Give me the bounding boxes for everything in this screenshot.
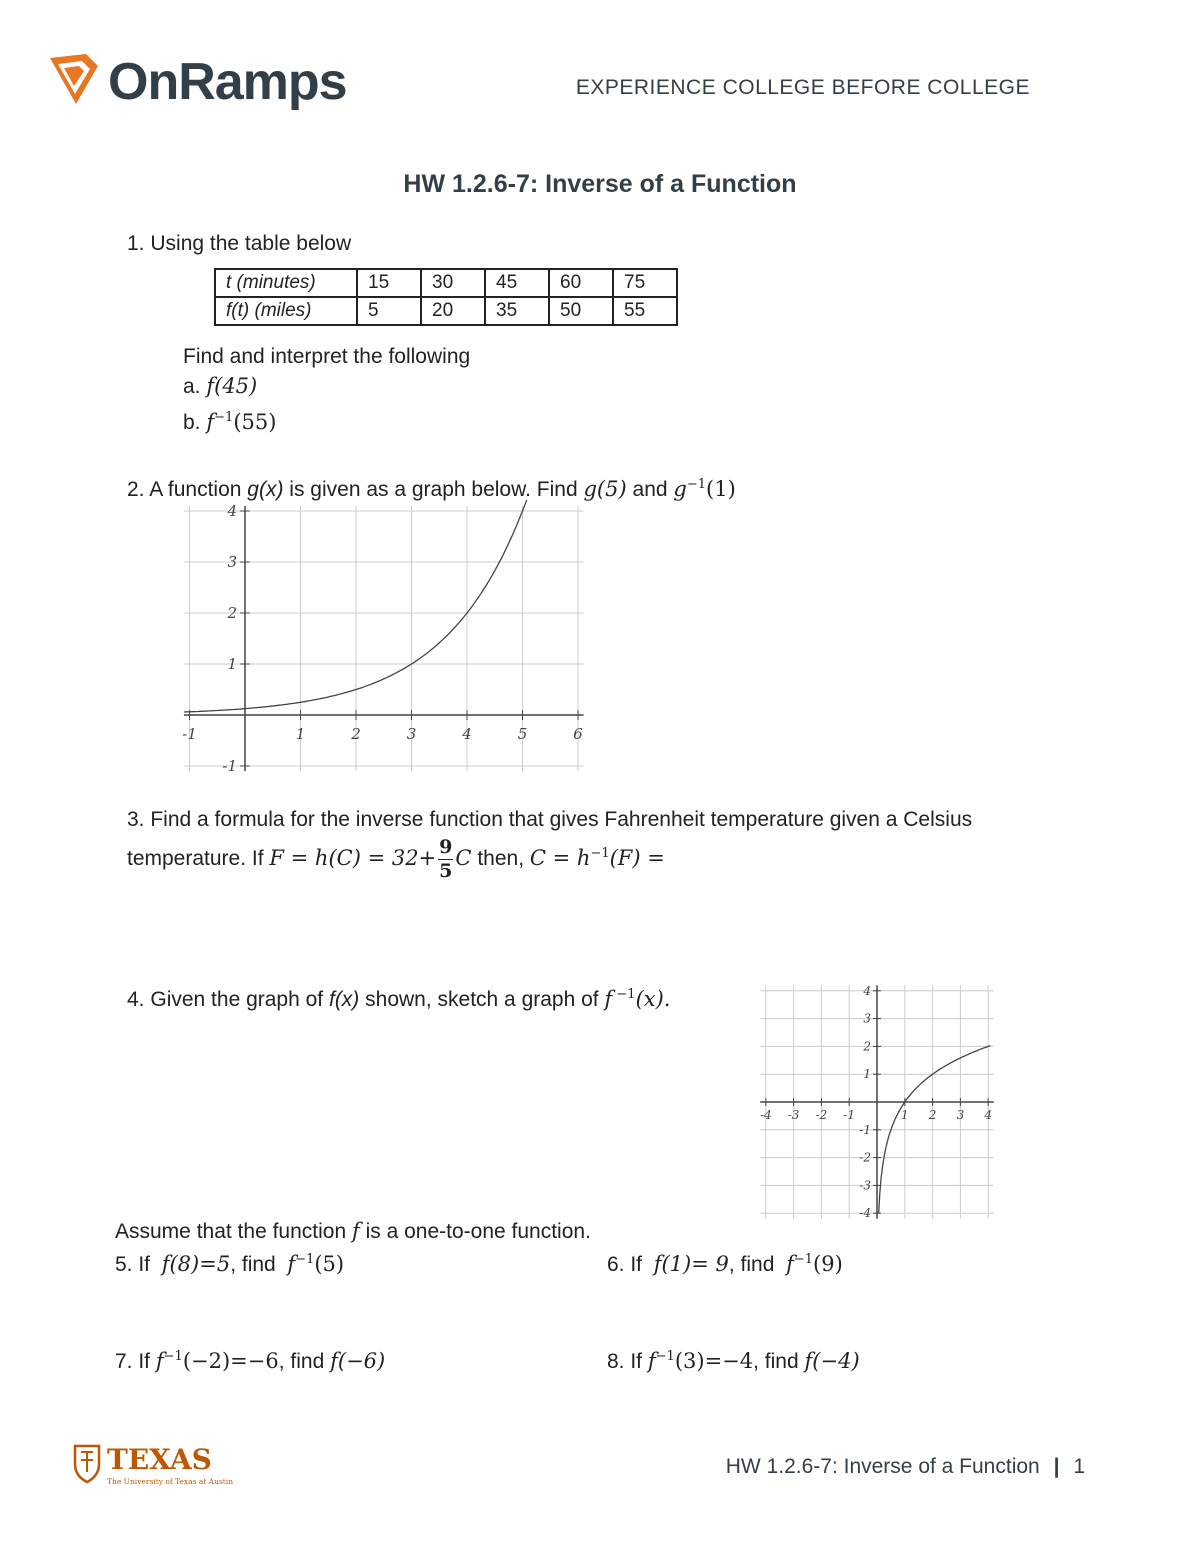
texas-logo-mark [73,1442,233,1488]
table-cell: 35 [485,297,549,325]
q2-expr-2-base: g [673,477,687,501]
x-tick-label: -4 [759,1108,772,1122]
y-tick-label: -3 [859,1178,871,1193]
graph-g-tick-labels [182,502,583,775]
table-cell: 15 [357,269,421,297]
q2-text-1: A function [149,478,242,501]
q4-text-2: shown, sketch a graph of [365,988,599,1011]
q2-text-2: is given as a graph below. Find [289,478,578,501]
q5-number: 5. If [115,1253,151,1276]
q2-expr-2-sup: −1 [686,477,707,492]
q5-find-arg: (5) [314,1252,345,1276]
q8-given-sup: −1 [655,1349,675,1364]
q8-number: 8. If [607,1350,643,1373]
q3-formula-var: C [455,846,472,871]
x-tick-label: -1 [843,1108,856,1122]
table-cell: 60 [549,269,613,297]
onramps-logo-mark-icon [46,48,106,108]
q1-part-a [183,374,257,399]
q8-given-base: f [647,1349,656,1373]
q7-number: 7. If [115,1350,151,1373]
q3-answer-lhs: C = h [529,846,591,871]
header-tagline: EXPERIENCE COLLEGE BEFORE COLLEGE [575,76,1030,99]
q8-mid: , find [753,1350,799,1373]
q2-expr-1: g(5) [583,477,627,501]
q1-part-b-label: b. [183,411,201,434]
y-tick-label: 2 [227,604,237,622]
q3-answer-sup: −1 [590,846,610,862]
q6-find-base: f [786,1252,794,1276]
graph-g-curve [184,500,556,712]
q3-frac-num: 9 [439,836,453,858]
q1-instruction: Find and interpret the following [183,345,471,368]
texas-wordmark: TEXAS [107,1443,212,1476]
graph-f-axes [760,985,994,1219]
y-tick-label: -2 [859,1150,871,1165]
q3-formula-lhs: F = h(C) = 32+ [269,846,437,871]
q1-part-b-arg: (55) [233,410,277,434]
q3-line-1: Find a formula for the inverse function that gives Fahrenheit temperature given a Celsius [150,808,973,831]
y-tick-label: 3 [227,553,237,571]
graph-g [180,500,590,780]
q7-find: f(−6) [330,1349,386,1373]
table-row [215,297,677,325]
assume-text-1: Assume that the function [115,1220,347,1243]
q4-inv-base: f [604,987,613,1011]
q1-number: 1. [127,232,145,255]
q2-expr-2-arg: (1) [706,477,736,501]
q1-part-b [183,410,276,435]
q3-text-2: then, [477,847,525,871]
table-row-header: t (minutes) [215,269,357,297]
q6-find-sup: −1 [793,1252,814,1267]
y-tick-label: -1 [222,757,237,775]
q8-find: f(−4) [804,1349,860,1373]
graph-f [755,980,1000,1220]
q3-line-2 [127,838,665,881]
q7-given-rest: (−2)=−6 [182,1349,279,1373]
table-cell: 30 [421,269,485,297]
x-tick-label: -3 [787,1108,800,1122]
onramps-logo [46,48,347,114]
q4-number: 4. [127,988,145,1011]
x-tick-label: 5 [517,725,528,743]
assume-var: f [351,1219,360,1243]
footer-separator: | [1053,1455,1060,1478]
q7-given-base: f [155,1349,164,1373]
x-tick-label: 4 [462,725,472,743]
question-5 [115,1252,344,1277]
q1-prompt: Using the table below [150,232,352,255]
x-tick-label: 3 [956,1108,965,1122]
footer-title: HW 1.2.6-7: Inverse of a Function [725,1455,1040,1478]
q1-part-b-base: f [206,410,215,434]
q5-find-base: f [287,1252,296,1276]
q8-given-rest: (3)=−4 [674,1349,754,1373]
q6-number: 6. If [607,1253,643,1276]
x-tick-label: -1 [182,725,197,743]
q5-mid: , find [230,1253,276,1276]
table-cell: 5 [357,297,421,325]
q4-func: f(x) [328,988,360,1011]
q4-inv-arg: (x). [635,987,671,1011]
q2-func: g(x) [247,478,284,501]
q2-text-3: and [632,478,668,501]
x-tick-label: 1 [295,725,306,743]
y-tick-label: 1 [227,655,237,673]
table-cell: 75 [613,269,677,297]
page-number: 1 [1073,1455,1085,1478]
q1-part-b-sup: −1 [214,410,234,425]
y-tick-label: 3 [863,1011,871,1026]
table-row-header: f(t) (miles) [215,297,357,325]
data-table [214,268,678,326]
q5-given: f(8)=5 [161,1252,231,1276]
x-tick-label: -2 [815,1108,828,1122]
x-tick-label: 4 [984,1108,993,1122]
q5-find-sup: −1 [295,1252,315,1267]
y-tick-label: 1 [863,1067,871,1082]
q3-fraction [438,838,453,881]
q3-frac-den: 5 [439,860,453,882]
question-3 [127,808,972,832]
table-cell: 50 [549,297,613,325]
question-4 [127,987,670,1012]
q6-given: f(1)= 9 [653,1252,729,1276]
table-row [215,269,677,297]
q1-part-a-expr: f(45) [206,374,258,398]
q6-mid: , find [728,1253,775,1276]
assume-statement [115,1219,591,1244]
table-cell: 45 [485,269,549,297]
footer-label [726,1455,1085,1479]
q7-mid: , find [278,1350,325,1373]
y-tick-label: 4 [227,502,237,520]
q4-text-1: Given the graph of [150,988,324,1011]
question-1 [127,232,351,256]
question-6 [607,1252,843,1277]
q4-inv-sup: −1 [612,987,636,1002]
texas-logo [73,1442,233,1494]
q3-text-1: temperature. If [127,847,264,871]
q2-number: 2. [127,478,145,501]
x-tick-label: 6 [573,725,583,743]
x-tick-label: 2 [351,725,361,743]
y-tick-label: 4 [863,983,871,998]
question-2 [127,477,736,502]
x-tick-label: 2 [928,1108,937,1122]
x-tick-label: 3 [406,725,417,743]
table-cell: 55 [613,297,677,325]
onramps-wordmark: OnRamps [108,53,347,111]
x-tick-label: 1 [900,1108,909,1122]
q3-number: 3. [127,808,145,831]
q3-answer-rhs: (F) = [609,846,665,871]
page-title: HW 1.2.6-7: Inverse of a Function [403,170,797,198]
q1-part-a-label: a. [183,375,201,398]
y-tick-label: -4 [859,1206,871,1220]
assume-text-2: is a one-to-one function. [365,1220,591,1243]
question-8 [607,1349,860,1374]
texas-subtitle: The University of Texas at Austin [107,1477,233,1486]
q6-find-arg: (9) [813,1252,843,1276]
y-tick-label: 2 [863,1039,871,1054]
question-7 [115,1349,385,1374]
table-cell: 20 [421,297,485,325]
y-tick-label: -1 [859,1122,871,1137]
q7-given-sup: −1 [163,1349,183,1364]
